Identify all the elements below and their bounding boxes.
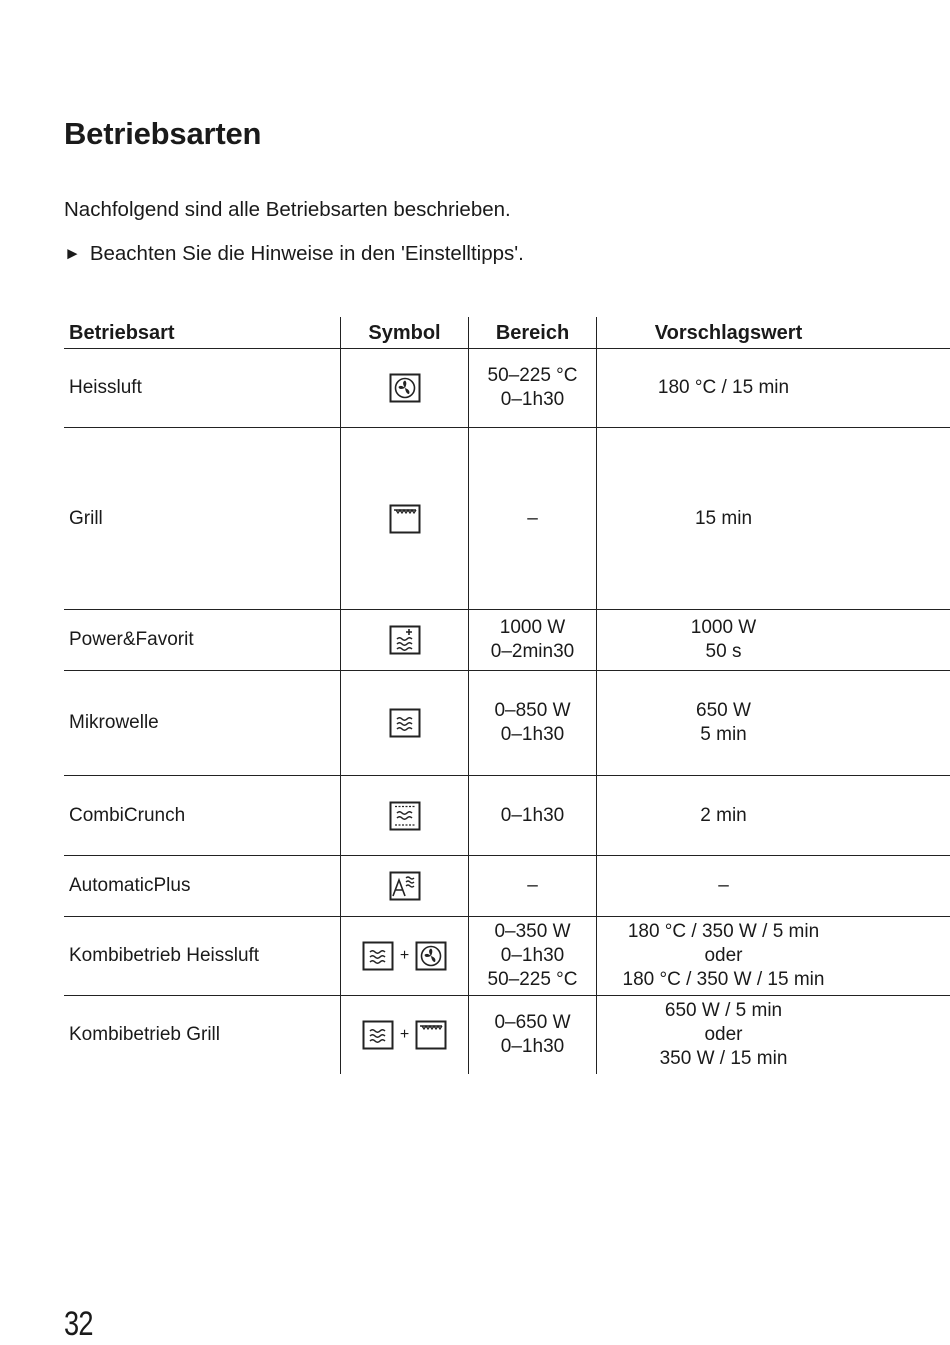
default-value: 5 min [700,724,747,745]
header-default: Vorschlagswert [596,317,950,348]
header-range: Bereich [468,317,596,348]
range-value: 0–1h30 [500,1036,565,1057]
default-cell [596,428,950,609]
default-cell [596,349,950,427]
header-symbol: Symbol [340,317,468,348]
range-value: 0–1h30 [500,724,565,745]
default-value: 180 °C / 350 W / 15 min [622,969,825,990]
range-cell [468,917,596,995]
default-cell [596,610,950,670]
range-value: 0–1h30 [500,945,565,966]
range-value: 0–650 W [494,1012,571,1033]
range-value: 0–850 W [494,700,571,721]
plus-sign: + [399,947,410,964]
default-value: 180 °C / 15 min [657,377,790,398]
range-value: 1000 W [499,617,566,638]
table-row [64,348,950,427]
mode-cell: Kombibetrieb Grill [69,1024,220,1045]
default-value: 50 s [705,641,742,662]
default-value: 650 W / 5 min [664,1000,783,1021]
microwave-icon [362,941,394,971]
range-cell [468,610,596,670]
range-value: 50–225 °C [487,365,578,386]
table-body [64,348,950,1074]
page-number: 32 [64,1305,93,1343]
symbol-cell [340,428,468,609]
symbol-cell [340,776,468,855]
table-row [64,855,950,916]
hint-text [64,242,524,266]
grill-icon [415,1020,447,1050]
default-value: oder [704,1024,743,1045]
range-cell [468,996,596,1074]
mode-cell: Heissluft [69,377,142,398]
mode-cell: AutomaticPlus [69,875,191,896]
default-value: – [718,875,729,896]
arrow-bullet-icon: ► [64,244,81,263]
range-cell [468,349,596,427]
range-cell [468,856,596,916]
symbol-cell [340,610,468,670]
symbol-cell [340,917,468,995]
range-value: 50–225 °C [487,969,578,990]
combicrunch-icon [389,801,421,831]
range-value: – [527,875,538,896]
power-favorit-icon [389,625,421,655]
table-header-row [64,317,950,348]
default-value: oder [704,945,743,966]
plus-sign: + [399,1026,410,1043]
table-row [64,670,950,775]
mode-cell: Grill [69,507,103,529]
range-value: 0–2min30 [490,641,575,662]
mode-cell: CombiCrunch [69,804,186,826]
fan-icon [415,941,447,971]
default-cell [596,776,950,855]
range-cell [468,671,596,775]
symbol-cell [340,856,468,916]
default-cell [596,996,950,1074]
range-value: 0–350 W [494,921,571,942]
automatic-plus-icon [389,871,421,901]
default-value: 350 W / 15 min [659,1048,788,1069]
grill-icon [389,504,421,534]
range-value: 0–1h30 [500,804,565,826]
range-cell [468,776,596,855]
default-cell [596,856,950,916]
default-value: 1000 W [690,617,757,638]
table-row [64,995,950,1074]
symbol-cell [340,349,468,427]
default-value: 15 min [694,507,753,529]
table-row [64,775,950,855]
intro-text: Nachfolgend sind alle Betriebsarten beschrieben. [64,198,511,221]
range-value: 0–1h30 [500,389,565,410]
symbol-cell [340,996,468,1074]
range-value: – [527,507,538,529]
operating-modes-table [64,317,950,1074]
default-value: 2 min [700,804,747,826]
fan-icon [389,373,421,403]
table-row [64,609,950,670]
default-cell [596,917,950,995]
default-cell [596,671,950,775]
microwave-icon [389,708,421,738]
mode-cell: Power&Favorit [69,629,194,650]
range-cell [468,428,596,609]
mode-cell: Mikrowelle [69,712,159,733]
mode-cell: Kombibetrieb Heissluft [69,945,260,966]
table-row [64,916,950,995]
table-row [64,427,950,609]
default-value: 180 °C / 350 W / 5 min [627,921,820,942]
header-mode: Betriebsart [69,321,175,344]
page-title: Betriebsarten [64,116,262,151]
hint-label: Beachten Sie die Hinweise in den 'Einstelltipps'. [89,242,524,265]
default-value: 650 W [696,700,751,721]
symbol-cell [340,671,468,775]
microwave-icon [362,1020,394,1050]
